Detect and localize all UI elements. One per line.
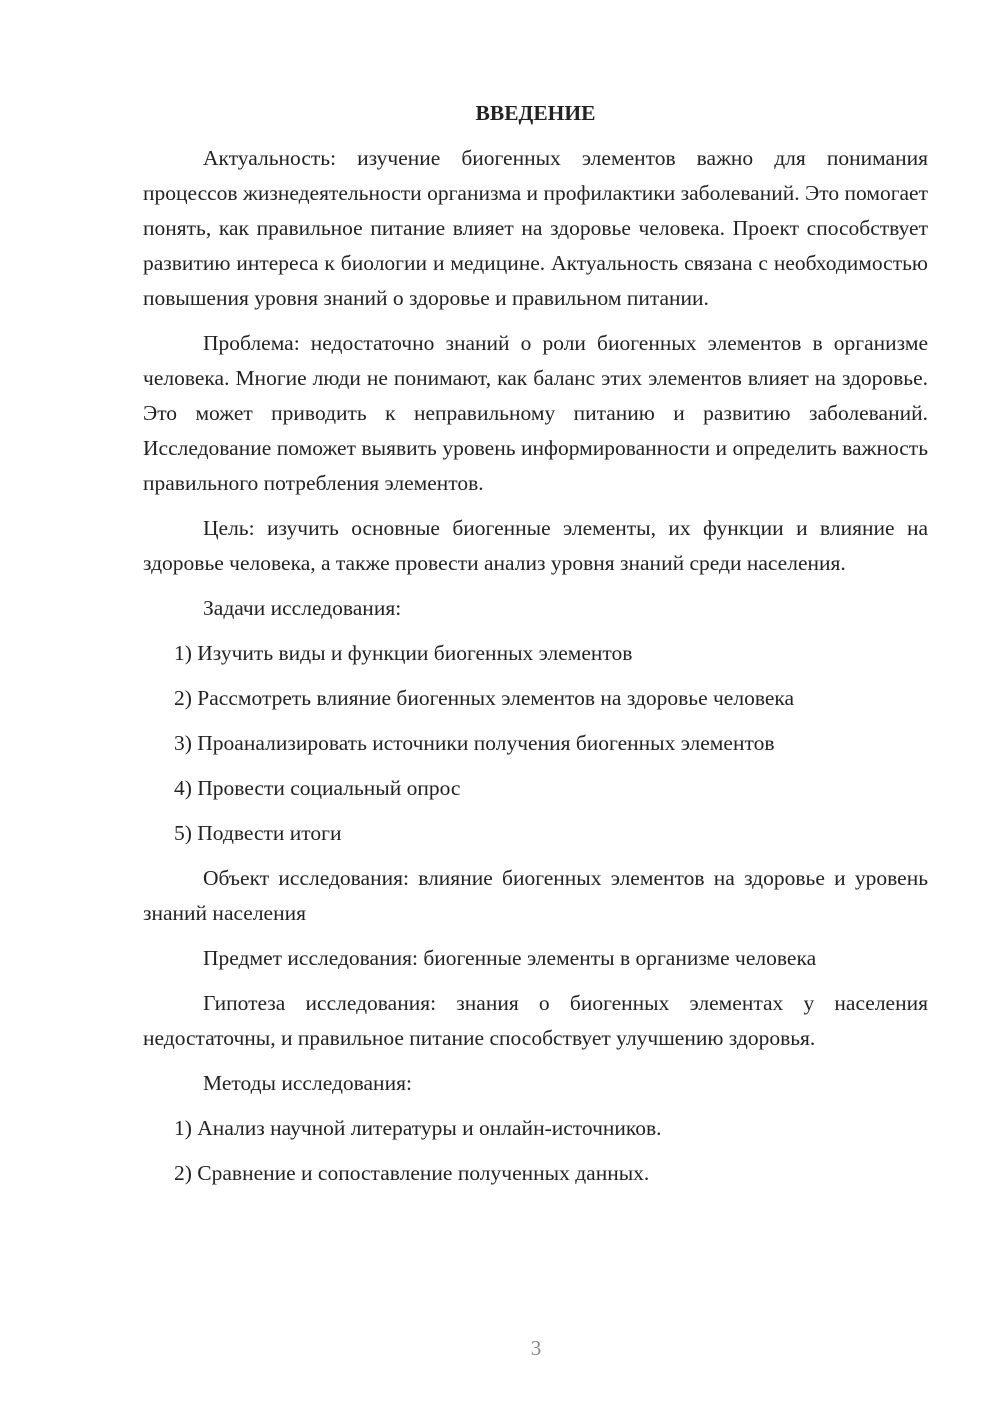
object-paragraph: Объект исследования: влияние биогенных элементов на здоровье и уровень знаний населения [143, 866, 928, 925]
task-item: 3) Проанализировать источники получения биогенных элементов [174, 731, 775, 755]
tasks-heading: Задачи исследования: [203, 596, 402, 620]
task-item: 4) Провести социальный опрос [174, 776, 461, 800]
methods-heading: Методы исследования: [203, 1071, 412, 1095]
task-item: 5) Подвести итоги [174, 821, 342, 845]
page-number: 3 [530, 1336, 542, 1360]
goal-paragraph: Цель: изучить основные биогенные элементы, их функции и влияние на здоровье человека, а также провести анализ уровня знаний среди населения. [143, 516, 928, 575]
relevance-paragraph: Актуальность: изучение биогенных элементов важно для понимания процессов жизнедеятельности организма и профилактики заболеваний. Это помогает понять, как правильное питание влияет на здоровье человека. Проект способствует развитию интереса к биологии и медицине. Актуальность связана с необходимостью повышения уровня знаний о здоровье и правильном питании. [143, 146, 928, 310]
method-item: 1) Анализ научной литературы и онлайн-источников. [174, 1116, 662, 1140]
hypothesis-paragraph: Гипотеза исследования: знания о биогенных элементах у населения недостаточны, и правильное питание способствует улучшению здоровья. [143, 991, 928, 1050]
problem-paragraph: Проблема: недостаточно знаний о роли биогенных элементов в организме человека. Многие люди не понимают, как баланс этих элементов влияет на здоровье. Это может приводить к неправильному питанию и развитию заболеваний. Исследование поможет выявить уровень информированности и определить важность правильного потребления элементов. [143, 331, 928, 495]
page-title: ВВЕДЕНИЕ [475, 101, 596, 125]
task-item: 2) Рассмотреть влияние биогенных элементов на здоровье человека [174, 686, 795, 710]
method-item: 2) Сравнение и сопоставление полученных данных. [174, 1161, 650, 1185]
document-page [143, 96, 928, 1201]
task-item: 1) Изучить виды и функции биогенных элементов [174, 641, 633, 665]
subject-paragraph: Предмет исследования: биогенные элементы в организме человека [203, 946, 817, 970]
